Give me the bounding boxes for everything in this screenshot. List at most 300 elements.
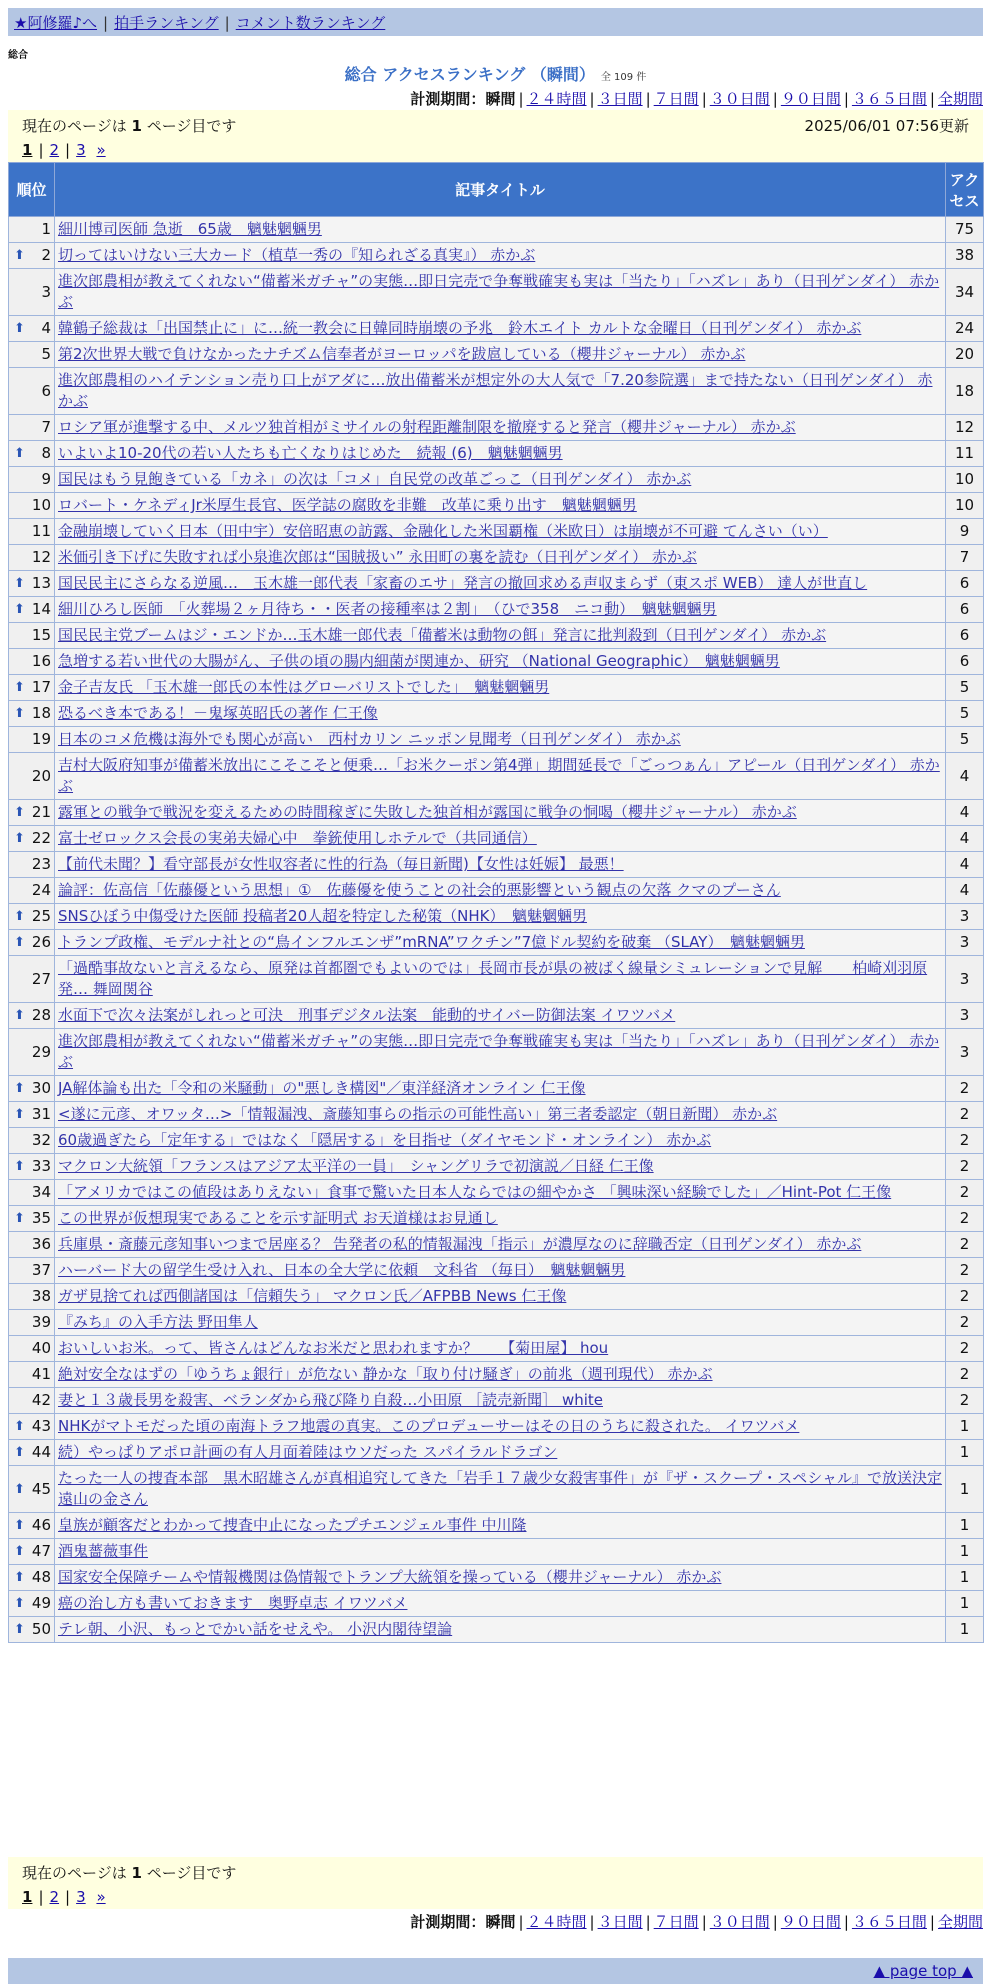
rank-cell (9, 1591, 55, 1617)
article-link[interactable]: 水面下で次々法案がしれっと可決 刑事デジタル法案 能動的サイバー防御法案 イワツバメ (58, 1006, 676, 1024)
rank-cell (9, 217, 55, 243)
rank-number: 11 (31, 522, 51, 540)
rank-cell (9, 1539, 55, 1565)
period-option[interactable]: ９０日間 (780, 90, 841, 108)
table-row (9, 1466, 984, 1513)
rank-cell (9, 467, 55, 493)
article-link[interactable]: 国民民主にさらなる逆風… 玉木雄一郎代表「家畜のエサ」発言の撤回求める声収まらず（東スポ WEB） 達人が世直し (58, 574, 868, 592)
rank-cell (9, 1440, 55, 1466)
title-cell (55, 519, 946, 545)
period-option[interactable]: ２４時間 (526, 1913, 587, 1931)
table-row (9, 269, 984, 316)
page-link[interactable]: 1 (22, 141, 33, 159)
table-row (9, 623, 984, 649)
table-row (9, 1076, 984, 1102)
article-link[interactable]: 続）やっぱりアポロ計画の有人月面着陸はウソだった スパイラルドラゴン (58, 1443, 558, 1461)
rank-cell (9, 493, 55, 519)
rank-number: 27 (31, 969, 51, 988)
table-row (9, 1003, 984, 1029)
period-option[interactable]: ９０日間 (780, 1913, 841, 1931)
table-row (9, 1284, 984, 1310)
article-link[interactable]: マクロン大統領「フランスはアジア太平洋の一員」 シャングリラで初演説／日経 仁王像 (58, 1157, 654, 1175)
rank-number: 44 (31, 1443, 51, 1461)
article-link[interactable]: おいしいお米。って、皆さんはどんなお米だと思われますか？ 【菊田屋】 hou (58, 1339, 609, 1357)
title-cell (55, 930, 946, 956)
period-option[interactable]: 全期間 (937, 1913, 983, 1931)
access-count: 1 (946, 1617, 984, 1643)
table-row (9, 675, 984, 701)
rank-cell (9, 675, 55, 701)
table-row (9, 1388, 984, 1414)
rank-cell (9, 1284, 55, 1310)
article-link[interactable]: ロシア軍が進撃する中、メルツ独首相がミサイルの射程距離制限を撤廃すると発言（櫻井ジャーナル） 赤かぶ (58, 418, 796, 436)
article-link[interactable]: テレ朝、小沢、もっとでかい話をせえや。 小沢内閣待望論 (58, 1620, 453, 1638)
access-count: 6 (946, 649, 984, 675)
rank-number: 48 (31, 1568, 51, 1586)
table-row (9, 1539, 984, 1565)
table-row (9, 826, 984, 852)
access-count: 1 (946, 1513, 984, 1539)
period-label: 計測期間： (410, 1913, 486, 1931)
rank-cell (9, 826, 55, 852)
access-count: 1 (946, 1591, 984, 1617)
rank-cell (9, 1180, 55, 1206)
period-option[interactable]: ７日間 (653, 90, 699, 108)
rank-cell (9, 1232, 55, 1258)
article-link[interactable]: 吉村大阪府知事が備蓄米放出にこそこそと便乗…「お米クーポン第4弾」期間延長で「ごっつぁん」アピール（日刊ゲンダイ） 赤かぶ (58, 756, 940, 795)
rank-cell (9, 1258, 55, 1284)
rank-number: 12 (31, 548, 51, 566)
title-cell (55, 826, 946, 852)
page-link[interactable]: 3 (76, 141, 86, 159)
title-cell (55, 441, 946, 467)
table-row (9, 316, 984, 342)
rank-number: 24 (31, 881, 51, 899)
period-option[interactable]: ３０日間 (709, 1913, 770, 1931)
article-link[interactable]: 第2次世界大戦で負けなかったナチズム信奉者がヨーロッパを跋扈している（櫻井ジャーナル） 赤かぶ (58, 345, 746, 363)
rank-cell (9, 1102, 55, 1128)
rank-cell (9, 243, 55, 269)
access-count: 4 (946, 826, 984, 852)
rank-cell (9, 1414, 55, 1440)
rank-number: 18 (31, 704, 51, 722)
title-cell (55, 1388, 946, 1414)
access-count: 2 (946, 1258, 984, 1284)
rank-number: 28 (31, 1006, 51, 1024)
article-link[interactable]: 論評：佐高信「佐藤優という思想」① 佐藤優を使うことの社会的悪影響という観点の欠落 クマのプーさん (58, 881, 781, 899)
article-link[interactable]: ロバート・ケネディJr米厚生長官、医学誌の腐敗を非難 改革に乗り出す 魑魅魍魎男 (58, 496, 637, 514)
period-option[interactable]: 全期間 (937, 90, 983, 108)
title-cell (55, 675, 946, 701)
period-separator: | (843, 1913, 849, 1931)
page-separator: | (38, 141, 44, 159)
rank-number: 39 (31, 1313, 51, 1331)
period-option[interactable]: ３６５日間 (851, 1913, 927, 1931)
access-count: 6 (946, 597, 984, 623)
rank-cell (9, 800, 55, 826)
table-row (9, 1029, 984, 1076)
page-link[interactable]: 1 (22, 1888, 33, 1906)
access-count: 5 (946, 727, 984, 753)
rank-cell (9, 269, 55, 316)
rank-number: 23 (31, 855, 51, 873)
page-top-link[interactable]: ▲ page top ▲ (873, 1962, 973, 1980)
updated-timestamp: 2025/06/01 07:56更新 (804, 117, 969, 135)
rank-cell (9, 904, 55, 930)
access-count: 2 (946, 1180, 984, 1206)
period-separator: | (645, 90, 651, 108)
title-cell (55, 1154, 946, 1180)
rank-cell (9, 1362, 55, 1388)
rank-cell (9, 1466, 55, 1513)
rank-cell (9, 878, 55, 904)
home-link[interactable]: ★阿修羅♪へ (14, 14, 98, 32)
rank-cell (9, 852, 55, 878)
title-cell (55, 1206, 946, 1232)
article-link[interactable]: トランプ政権、モデルナ社との“鳥インフルエンザ”mRNA”ワクチン”7億ドル契約を破棄 （SLAY） 魑魅魍魎男 (58, 933, 805, 951)
up-arrow-icon: ⬆ (14, 602, 25, 617)
access-count: 18 (946, 368, 984, 415)
rank-number: 4 (41, 319, 51, 337)
title-cell (55, 1310, 946, 1336)
rank-cell (9, 1310, 55, 1336)
access-count: 75 (946, 217, 984, 243)
rank-cell (9, 597, 55, 623)
up-arrow-icon: ⬆ (14, 576, 25, 591)
table-row (9, 1206, 984, 1232)
rank-cell (9, 1617, 55, 1643)
up-arrow-icon: ⬆ (14, 1419, 25, 1434)
article-link[interactable]: この世界が仮想現実であることを示す証明式 お天道様はお見通し (58, 1209, 498, 1227)
up-arrow-icon: ⬆ (14, 1622, 25, 1637)
table-row (9, 904, 984, 930)
article-link[interactable]: 【前代未聞？】看守部長が女性収容者に性的行為（毎日新聞)【女性は妊娠】 最悪！ (58, 855, 624, 873)
title-cell (55, 1284, 946, 1310)
article-link[interactable]: 妻と１３歳長男を殺害、ベランダから飛び降り自殺…小田原 ［読売新聞］ white (58, 1391, 603, 1409)
table-row (9, 930, 984, 956)
article-link[interactable]: ガザ見捨てれば西側諸国は「信頼失う」 マクロン氏／AFPBB News 仁王像 (58, 1287, 567, 1305)
access-count: 6 (946, 623, 984, 649)
article-link[interactable]: 60歳過ぎたら「定年する」ではなく「隠居する」を目指せ（ダイヤモンド・オンライン） 赤かぶ (58, 1131, 712, 1149)
period-option[interactable]: ３日間 (597, 1913, 643, 1931)
title-cell (55, 1539, 946, 1565)
table-row (9, 1591, 984, 1617)
period-option: 瞬間 (485, 1913, 516, 1931)
table-row (9, 1565, 984, 1591)
access-count: 2 (946, 1232, 984, 1258)
table-row (9, 493, 984, 519)
title-cell (55, 1565, 946, 1591)
article-link[interactable]: 酒鬼薔薇事件 (58, 1542, 149, 1560)
rank-number: 16 (31, 652, 51, 670)
up-arrow-icon: ⬆ (14, 1211, 25, 1226)
up-arrow-icon: ⬆ (14, 1159, 25, 1174)
article-link[interactable]: 癌の治し方も書いておきます 奥野卓志 イワツバメ (58, 1594, 408, 1612)
table-row (9, 1440, 984, 1466)
access-count: 24 (946, 316, 984, 342)
article-link[interactable]: <遂に元彦、オワッタ…>「情報漏洩、斎藤知事らの指示の可能性高い」第三者委認定（朝日新聞） 赤かぶ (58, 1105, 778, 1123)
up-arrow-icon: ⬆ (14, 831, 25, 846)
period-separator: | (772, 90, 778, 108)
title-cell (55, 493, 946, 519)
rank-number: 33 (31, 1157, 51, 1175)
article-link[interactable]: 日本のコメ危機は海外でも関心が高い 西村カリン ニッポン見聞考（日刊ゲンダイ） 赤かぶ (58, 730, 681, 748)
up-arrow-icon: ⬆ (14, 680, 25, 695)
period-option[interactable]: ３日間 (597, 90, 643, 108)
rank-number: 2 (41, 246, 51, 264)
rank-number: 32 (31, 1131, 51, 1149)
access-count: 2 (946, 1206, 984, 1232)
access-count: 11 (946, 441, 984, 467)
article-link[interactable]: 韓鶴子総裁は「出国禁止に」に…統一教会に日韓同時崩壊の予兆 鈴木エイト カルトな金曜日（日刊ゲンダイ） 赤かぶ (58, 319, 862, 337)
rank-number: 9 (41, 470, 51, 488)
title-cell (55, 956, 946, 1003)
period-separator: | (518, 90, 524, 108)
article-link[interactable]: いよいよ10-20代の若い人たちも亡くなりはじめた 続報 (6) 魑魅魍魎男 (58, 444, 563, 462)
rank-cell (9, 545, 55, 571)
table-row (9, 243, 984, 269)
table-row (9, 956, 984, 1003)
article-link[interactable]: 露軍との戦争で戦況を変えるための時間稼ぎに失敗した独首相が露国に戦争の恫喝（櫻井ジャーナル） 赤かぶ (58, 803, 797, 821)
pager-top (8, 110, 983, 162)
rank-number: 35 (31, 1209, 51, 1227)
rank-cell (9, 649, 55, 675)
rank-cell (9, 1128, 55, 1154)
access-count: 20 (946, 342, 984, 368)
page-title (0, 62, 991, 85)
rank-number: 31 (31, 1105, 51, 1123)
access-count: 2 (946, 1076, 984, 1102)
rank-number: 13 (31, 574, 51, 592)
up-arrow-icon: ⬆ (14, 935, 25, 950)
article-link[interactable]: JA解体論も出た「令和の米騒動」の"悪しき構図"／東洋経済オンライン 仁王像 (58, 1079, 586, 1097)
table-row (9, 753, 984, 800)
table-row (9, 1258, 984, 1284)
article-link[interactable]: 細川ひろし医師 「火葬場２ヶ月待ち・・医者の接種率は２割」 （ひで358 ニコ動） 魑魅魍魎男 (58, 600, 717, 618)
pager-bottom (8, 1857, 983, 1909)
applause-ranking-link[interactable]: 拍手ランキング (114, 14, 219, 32)
rank-cell (9, 956, 55, 1003)
access-count: 1 (946, 1539, 984, 1565)
title-cell (55, 904, 946, 930)
access-count: 34 (946, 269, 984, 316)
article-link[interactable]: NHKがマトモだった頃の南海トラフ地震の真実。このプロデューサーはその日のうちに殺された。 イワツバメ (58, 1417, 800, 1435)
article-link[interactable]: 金融崩壊していく日本（田中宇）安倍昭恵の訪露、金融化した米国覇権（米欧日）は崩壊が不可避 てんさい（い） (58, 522, 828, 540)
rank-cell (9, 930, 55, 956)
table-row (9, 1336, 984, 1362)
period-selector (410, 88, 983, 109)
article-link[interactable]: 絶対安全なはずの「ゆうちょ銀行」が危ない 静かな「取り付け騒ぎ」の前兆（週刊現代） 赤かぶ (58, 1365, 713, 1383)
access-header: アクセス (946, 163, 984, 217)
page-link[interactable]: 2 (49, 1888, 60, 1906)
access-count: 3 (946, 904, 984, 930)
title-cell (55, 800, 946, 826)
article-link[interactable]: 「過酷事故ないと言えるなら、原発は首都圏でもよいのでは」長岡市長が県の被ばく線量シミュレーションで見解 柏崎刈羽原発… 舞岡関谷 (58, 959, 928, 998)
period-separator: | (589, 90, 595, 108)
title-cell (55, 597, 946, 623)
access-count: 5 (946, 675, 984, 701)
period-option[interactable]: ３０日間 (709, 90, 770, 108)
rank-number: 40 (31, 1339, 51, 1357)
period-option: 瞬間 (485, 90, 516, 108)
access-count: 2 (946, 1336, 984, 1362)
rank-number: 43 (31, 1417, 51, 1435)
article-link[interactable]: 進次郎農相のハイテンション売り口上がアダに…放出備蓄米が想定外の大人気で「7.20参院選」まで持たない（日刊ゲンダイ） 赤かぶ (58, 371, 933, 410)
title-cell (55, 1003, 946, 1029)
title-cell (55, 368, 946, 415)
bottom-bar (8, 1958, 983, 1984)
rank-number: 41 (31, 1365, 51, 1383)
period-separator: | (589, 1913, 595, 1931)
access-count: 3 (946, 1003, 984, 1029)
title-cell (55, 701, 946, 727)
title-cell (55, 623, 946, 649)
table-row (9, 800, 984, 826)
access-count: 10 (946, 493, 984, 519)
rank-cell (9, 1388, 55, 1414)
page-separator: | (65, 1888, 71, 1906)
access-count: 7 (946, 545, 984, 571)
title-cell (55, 342, 946, 368)
article-link[interactable]: 皇族が顧客だとわかって捜査中止になったプチエンジェル事件 中川隆 (58, 1516, 527, 1534)
rank-number: 19 (31, 730, 51, 748)
up-arrow-icon: ⬆ (14, 1107, 25, 1122)
rank-cell (9, 701, 55, 727)
period-label: 計測期間： (410, 90, 486, 108)
up-arrow-icon: ⬆ (14, 1518, 25, 1533)
rank-number: 30 (31, 1079, 51, 1097)
rank-number: 6 (41, 381, 51, 400)
article-link[interactable]: 進次郎農相が教えてくれない“備蓄米ガチャ”の実態…即日完売で争奪戦確実も実は「当たり」「ハズレ」あり（日刊ゲンダイ） 赤かぶ (58, 1032, 940, 1071)
table-row (9, 1232, 984, 1258)
access-count: 5 (946, 701, 984, 727)
title-cell (55, 545, 946, 571)
article-link[interactable]: 国民民主党ブームはジ・エンドか…玉木雄一郎代表「備蓄米は動物の餌」発言に批判殺到（日刊ゲンダイ） 赤かぶ (58, 626, 827, 644)
title-cell (55, 1180, 946, 1206)
rank-cell (9, 623, 55, 649)
page-links (22, 1885, 969, 1909)
up-arrow-icon: ⬆ (14, 1008, 25, 1023)
table-row (9, 571, 984, 597)
title-cell (55, 571, 946, 597)
title-cell (55, 467, 946, 493)
rank-number: 7 (41, 418, 51, 436)
rank-number: 47 (31, 1542, 51, 1560)
title-cell (55, 852, 946, 878)
title-cell (55, 1076, 946, 1102)
rank-number: 45 (31, 1479, 51, 1498)
table-row (9, 415, 984, 441)
article-link[interactable]: 進次郎農相が教えてくれない“備蓄米ガチャ”の実態…即日完売で争奪戦確実も実は「当たり」「ハズレ」あり（日刊ゲンダイ） 赤かぶ (58, 272, 940, 311)
access-count: 4 (946, 878, 984, 904)
access-count: 2 (946, 1128, 984, 1154)
period-separator: | (645, 1913, 651, 1931)
rank-cell (9, 342, 55, 368)
article-link[interactable]: 『みち』の入手方法 野田隼人 (58, 1313, 258, 1331)
table-row (9, 467, 984, 493)
up-arrow-icon: ⬆ (14, 321, 25, 336)
article-link[interactable]: 恐るべき本である！－鬼塚英昭氏の著作 仁王像 (58, 704, 378, 722)
article-link[interactable]: 細川博司医師 急逝 65歳 魑魅魍魎男 (58, 220, 322, 238)
article-link[interactable]: 国民はもう見飽きている「カネ」の次は「コメ」自民党の改革ごっこ（日刊ゲンダイ） 赤かぶ (58, 470, 692, 488)
period-option[interactable]: ３６５日間 (851, 90, 927, 108)
period-separator: | (772, 1913, 778, 1931)
article-link[interactable]: 金子吉友氏 「玉木雄一郎氏の本性はグローバリストでした」 魑魅魍魎男 (58, 678, 550, 696)
title-cell (55, 1591, 946, 1617)
comment-ranking-link[interactable]: コメント数ランキング (235, 14, 386, 32)
access-count: 12 (946, 415, 984, 441)
table-row (9, 519, 984, 545)
access-count: 9 (946, 519, 984, 545)
total-count: 全 109 件 (600, 72, 647, 83)
access-count: 1 (946, 1440, 984, 1466)
rank-number: 46 (31, 1516, 51, 1534)
up-arrow-icon: ⬆ (14, 1596, 25, 1611)
table-row (9, 441, 984, 467)
access-count: 3 (946, 1029, 984, 1076)
title-cell (55, 1466, 946, 1513)
table-row (9, 1154, 984, 1180)
period-option[interactable]: ２４時間 (526, 90, 587, 108)
rank-number: 37 (31, 1261, 51, 1279)
rank-cell (9, 1206, 55, 1232)
title-cell (55, 1362, 946, 1388)
page-link[interactable]: 3 (76, 1888, 86, 1906)
top-nav-bar (8, 8, 983, 36)
period-option[interactable]: ７日間 (653, 1913, 699, 1931)
article-link[interactable]: ハーバード大の留学生受け入れ、日本の全大学に依頼 文科省 （毎日） 魑魅魍魎男 (58, 1261, 626, 1279)
title-cell (55, 415, 946, 441)
rank-cell (9, 1029, 55, 1076)
next-page-link[interactable]: » (96, 141, 106, 159)
title-cell (55, 1258, 946, 1284)
article-link[interactable]: 急増する若い世代の大腸がん、子供の頃の腸内細菌が関連か、研究 （National Geographic） 魑魅魍魎男 (58, 652, 780, 670)
rank-cell (9, 1336, 55, 1362)
article-link[interactable]: たった一人の捜査本部 黒木昭雄さんが真相追究してきた「岩手１７歳少女殺害事件」が『ザ・スクープ・スペシャル』で放送決定 遠山の金さん (58, 1469, 942, 1508)
table-row (9, 1513, 984, 1539)
page-separator: | (38, 1888, 44, 1906)
title-cell (55, 1440, 946, 1466)
rank-cell (9, 1565, 55, 1591)
rank-cell (9, 1076, 55, 1102)
article-link[interactable]: 切ってはいけない三大カード（植草一秀の『知られざる真実』） 赤かぶ (58, 246, 536, 264)
table-row (9, 1414, 984, 1440)
title-cell (55, 878, 946, 904)
article-link[interactable]: 富士ゼロックス会長の実弟夫婦心中 拳銃使用しホテルで（共同通信） (58, 829, 537, 847)
period-separator: | (701, 90, 707, 108)
article-link[interactable]: 兵庫県・斎藤元彦知事いつまで居座る？ 告発者の私的情報漏洩「指示」が濃厚なのに辞職否定（日刊ゲンダイ） 赤かぶ (58, 1235, 862, 1253)
rank-cell (9, 727, 55, 753)
table-row (9, 649, 984, 675)
article-link[interactable]: 国家安全保障チームや情報機関は偽情報でトランプ大統領を操っている（櫻井ジャーナル） 赤かぶ (58, 1568, 722, 1586)
period-separator: | (518, 1913, 524, 1931)
next-page-link[interactable]: » (96, 1888, 106, 1906)
article-link[interactable]: 「アメリカではこの値段はありえない」食事で驚いた日本人ならではの細やかさ 「興味深い経験でした」／Hint-Pot 仁王像 (58, 1183, 892, 1201)
rank-number: 34 (31, 1183, 51, 1201)
up-arrow-icon: ⬆ (14, 446, 25, 461)
access-count: 4 (946, 852, 984, 878)
page-link[interactable]: 2 (49, 141, 60, 159)
article-link[interactable]: SNSひぼう中傷受けた医師 投稿者20人超を特定した秘策（NHK） 魑魅魍魎男 (58, 907, 587, 925)
article-link[interactable]: 米価引き下げに失敗すれば小泉進次郎は“国賊扱い” 永田町の裏を読む（日刊ゲンダイ） 赤かぶ (58, 548, 697, 566)
rank-number: 20 (31, 766, 51, 785)
access-count: 1 (946, 1466, 984, 1513)
up-arrow-icon: ⬆ (14, 805, 25, 820)
table-row (9, 1362, 984, 1388)
access-count: 2 (946, 1154, 984, 1180)
up-arrow-icon: ⬆ (14, 1570, 25, 1585)
table-row (9, 701, 984, 727)
